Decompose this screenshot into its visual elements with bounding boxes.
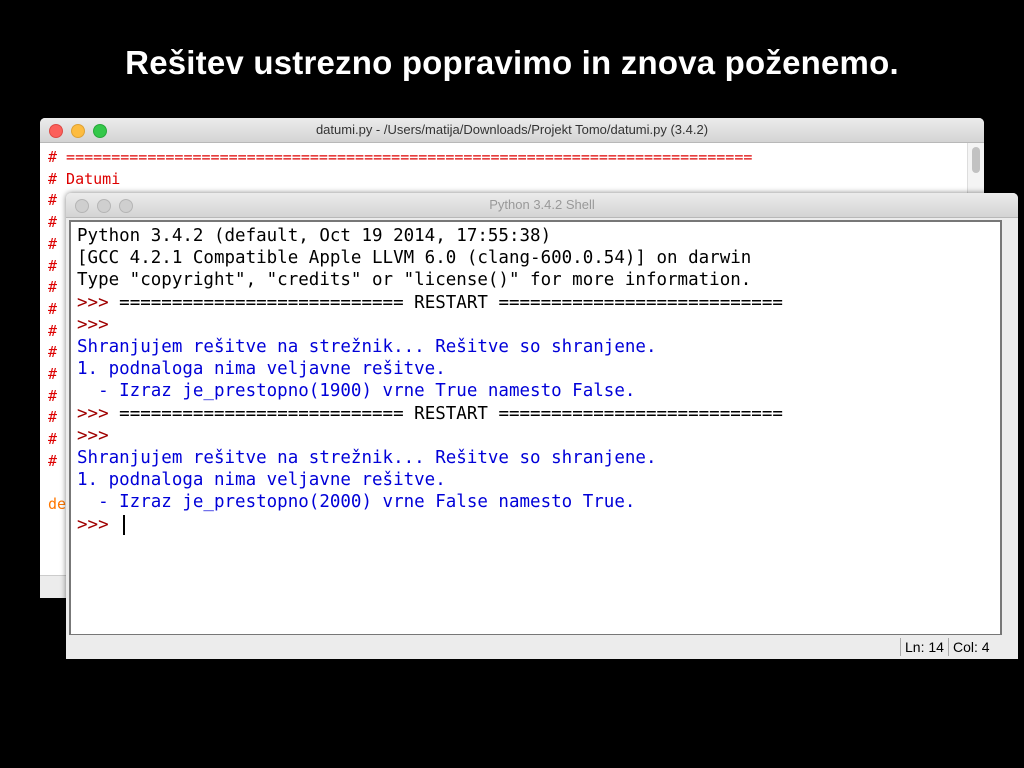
shell-line — [77, 425, 119, 447]
editor-window-controls — [49, 124, 107, 138]
editor-code-line: # Datumi — [48, 169, 121, 188]
shell-prompt: >>> — [77, 403, 120, 424]
editor-code-line: # — [48, 365, 58, 383]
shell-output-area[interactable] — [69, 220, 1002, 636]
editor-code-line: # — [48, 343, 58, 362]
shell-line-text: Type "copyright", "credits" or "license()" for more information. — [77, 270, 752, 291]
editor-code-line: # — [48, 386, 58, 405]
shell-line — [77, 269, 751, 291]
shell-line-text: 1. podnaloga nima veljavne rešitve. — [77, 470, 446, 491]
shell-line — [77, 314, 119, 336]
shell-prompt: >>> — [77, 314, 120, 335]
minimize-icon[interactable] — [97, 199, 111, 213]
shell-line-text: 1. podnaloga nima veljavne rešitve. — [77, 359, 446, 380]
shell-line-text: [GCC 4.2.1 Compatible Apple LLVM 6.0 (clang-600.0.54)] on darwin — [77, 248, 752, 269]
editor-code-line: de — [48, 495, 67, 514]
shell-line — [77, 514, 125, 536]
shell-line — [77, 447, 656, 469]
shell-line — [77, 336, 656, 358]
shell-window[interactable] — [66, 193, 1018, 659]
shell-line-text: Python 3.4.2 (default, Oct 19 2014, 17:55:38) — [77, 226, 552, 246]
shell-line-text: Shranjujem rešitve na strežnik... Rešitve so shranjene. — [77, 337, 657, 357]
shell-line-text: - Izraz je_prestopno(2000) vrne False namesto True. — [77, 492, 636, 513]
editor-code-line: # — [48, 408, 58, 427]
text-cursor — [123, 515, 125, 535]
shell-line — [77, 403, 783, 425]
shell-line-text: Shranjujem rešitve na strežnik... Rešitve so shranjene. — [77, 448, 657, 468]
shell-prompt: >>> — [77, 514, 120, 535]
shell-prompt: >>> — [77, 292, 120, 313]
close-icon[interactable] — [49, 124, 63, 138]
editor-code-line: # — [48, 430, 58, 449]
zoom-icon[interactable] — [93, 124, 107, 138]
editor-code-line: # — [48, 451, 58, 470]
minimize-icon[interactable] — [71, 124, 85, 138]
editor-code-line: # — [48, 213, 58, 232]
shell-prompt: >>> — [77, 425, 120, 446]
shell-line — [77, 292, 783, 314]
shell-line — [77, 247, 751, 269]
editor-code-line: # — [48, 234, 58, 253]
shell-line-text: - Izraz je_prestopno(1900) vrne True namesto False. — [77, 381, 636, 402]
editor-scroll-thumb[interactable] — [972, 147, 980, 173]
close-icon[interactable] — [75, 199, 89, 213]
shell-line — [77, 469, 446, 491]
shell-line-text: =========================== RESTART =========================== — [119, 292, 783, 313]
editor-code-line: # — [48, 278, 58, 297]
shell-statusbar — [66, 635, 1018, 659]
status-line: Ln: 14 — [900, 638, 944, 656]
slide-title: Rešitev ustrezno popravimo in znova poženemo. — [125, 44, 899, 81]
editor-window-title: datumi.py - /Users/matija/Downloads/Projekt Tomo/datumi.py (3.4.2) — [315, 122, 709, 137]
shell-line — [77, 358, 446, 380]
shell-titlebar[interactable] — [66, 193, 1018, 218]
shell-line-text: =========================== RESTART =========================== — [119, 403, 783, 424]
editor-code-line: # ============================================================================ — [48, 148, 753, 166]
shell-window-title: Python 3.4.2 Shell — [489, 197, 595, 212]
status-col: Col: 4 — [948, 638, 990, 656]
editor-code-line: # — [48, 256, 58, 275]
editor-code-line: # — [48, 191, 58, 210]
editor-code-line: # — [48, 299, 58, 318]
shell-line — [77, 225, 551, 247]
editor-titlebar[interactable] — [40, 118, 984, 143]
editor-code-line: # — [48, 321, 58, 340]
shell-line — [77, 491, 635, 513]
zoom-icon[interactable] — [119, 199, 133, 213]
shell-window-controls — [75, 199, 133, 213]
shell-line — [77, 380, 635, 402]
